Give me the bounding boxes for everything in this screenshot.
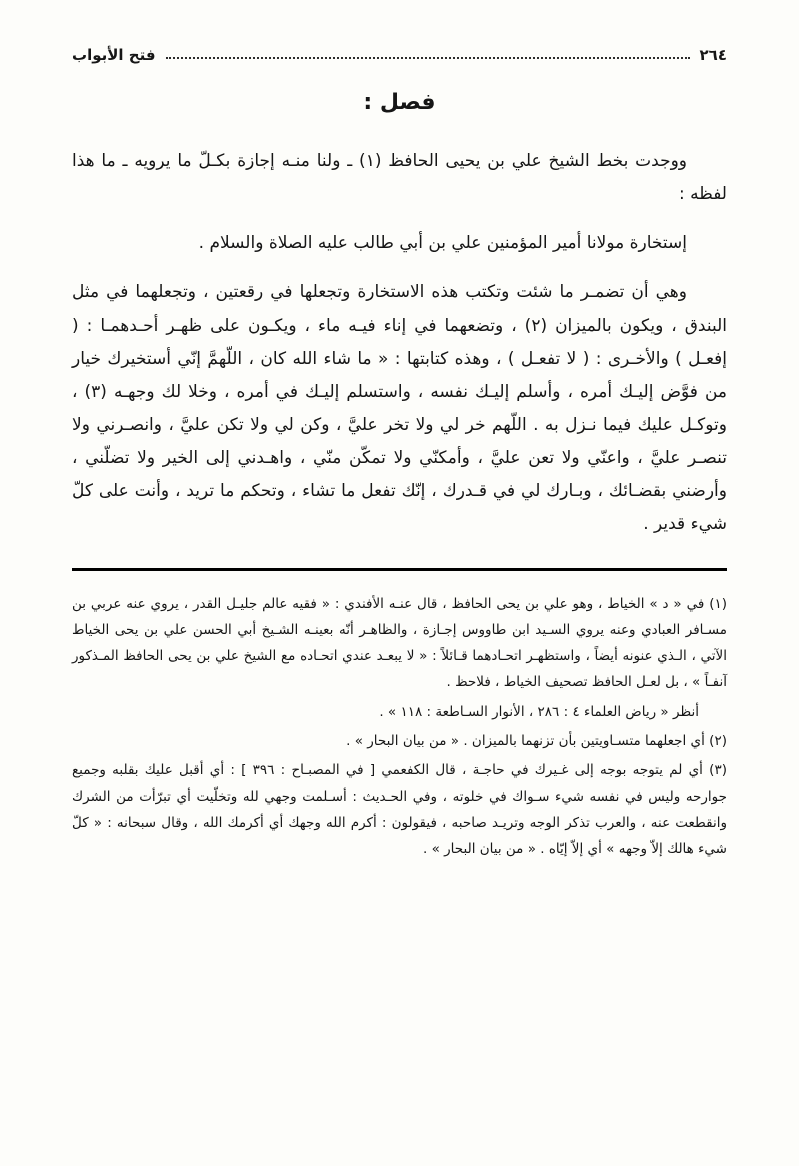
book-title: فتح الأبواب <box>72 46 156 64</box>
footnote-1-reference <box>72 699 727 725</box>
footnote-3-text: أي لم يتوجه بوجه إلى غـيرك في حاجـة ، قال الكفعمي [ في المصبـاح : ٣٩٦ ] : أي أقبل عليك بقلبه وجميع جوارحه وليس في نفسه شيء سـواك في خلوته ، وفي الحـديث : أسـلمت وجهي لله وتخلّيت أي تبرّأت من الشرك وانقطعت عنه ، والعرب تذكر الوجه وتريـد صاحبه ، فيقولون : أكرم الله وجهك أي أكرمك الله ، وقال سبحانه : « كلّ شيء هالك إلاّ وجهه » أي إلاّ إيّاه . « من بيان البحار » . <box>72 762 727 858</box>
footnote-1-marker: (١) <box>709 595 728 612</box>
footnote-1 <box>72 591 727 696</box>
section-heading: فصل : <box>363 90 436 115</box>
footnote-2 <box>72 728 727 754</box>
page-header <box>72 46 727 64</box>
page-number: ٢٦٤ <box>699 46 727 64</box>
footnote-3-marker: (٣) <box>709 762 727 779</box>
footnote-1-reference-text: أنظر « رياض العلماء ٤ : ٢٨٦ ، الأنوار السـاطعة : ١١٨ » . <box>379 703 699 720</box>
footnote-1-text: في « د » الخياط ، وهو علي بن يحى الحافظ ، قال عنـه الأفندي : « فقيه عالم جليـل القدر ، يروي عنه عربي بن مسـافر العبادي وعنه يروي السـيد ابن طاووس إجـازة ، والظاهـر أنّه بعينـه الشـيخ أبي الحسن علي بن يحى الخياط الآتي ، الـذي عنونه أيضاً ، واستظهـر اتحـادهما قـائلاً : « لا يبعـد عندي اتحـاده مع الشيخ علي بن يحى الحافظ المـذكور آنفـاً » ، بل لعـل الحافظ تصحيف الخياط ، فلاحظ . <box>72 595 727 691</box>
footnote-3 <box>72 757 727 862</box>
footnote-2-marker: (٢) <box>709 733 727 750</box>
footnote-2-text: أي اجعلهما متسـاويتين بأن تزنهما بالميزان . « من بيان البحار » . <box>346 733 705 750</box>
footnote-separator-rule <box>72 568 727 571</box>
paragraph-opening: ووجدت بخط الشيخ علي بن يحيى الحافظ (١) ـ ولنا منـه إجازة بكـلّ ما يرويه ـ ما هذا لفظه : <box>72 151 727 205</box>
dot-leader <box>166 57 690 59</box>
footnotes-section <box>72 591 727 863</box>
paragraph-istikhara-text: وهي أن تضمـر ما شئت وتكتب هذه الاستخارة وتجعلها في رقعتين ، وتجعلهما في مثل البندق ، ويكون بالميزان (٢) ، وتضعهما في إناء فيـه ماء ، ويكـون على ظهـر أحـدهمـا : ( إفعـل ) والأخـرى : ( لا تفعـل ) ، وهذه كتابتها : « ما شاء الله كان ، اللّهمَّ إنّي أستخيرك خيار من فوَّض إليـك أمره ، وأسلم إليـك نفسه ، واستسلم إليـك في أمره ، وخلا لك وجهـه (٣) ، وتوكـل عليك فيما نـزل به . اللّهم خر لي ولا تخر عليَّ ، وكن لي ولا تكن عليَّ ، وانصـرني ولا تنصـر عليَّ ، واعنّي ولا تعن عليَّ ، وأمكنّي ولا تمكّن منّي ، واهـدني إلى الخير ولا تضلّني ، وأرضني بقضـائك ، وبـارك لي في قـدرك ، إنّك تفعل ما تشاء ، وتحكم ما تريد ، وأنت على كلّ شيء قدير . <box>72 282 727 535</box>
paragraph-istikhara-title: إستخارة مولانا أمير المؤمنين علي بن أبي طالب عليه الصلاة والسلام . <box>198 233 687 254</box>
